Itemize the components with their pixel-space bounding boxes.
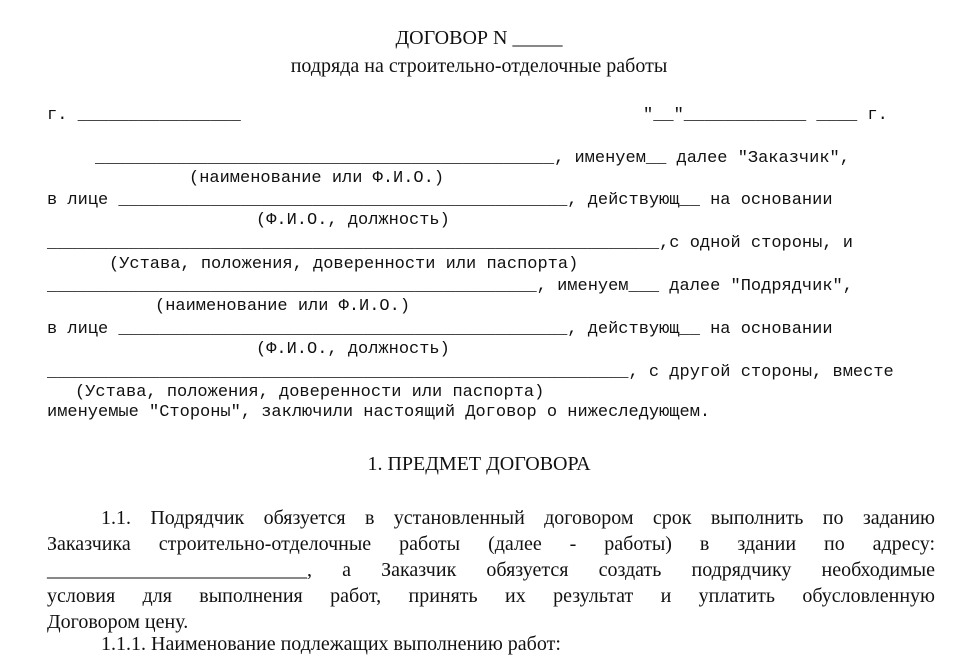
customer-basis-line: ____________________________________________________________,с одной стороны, и	[47, 234, 853, 253]
contractor-basis-hint: (Устава, положения, доверенности или паспорта)	[75, 383, 545, 402]
contractor-hint: (наименование или Ф.И.О.)	[155, 297, 411, 316]
customer-hint: (наименование или Ф.И.О.)	[189, 169, 445, 188]
clause-1-1-line: условия для выполнения работ, принять их результат и уплатить обусловленную	[47, 585, 935, 607]
parties-statement: именуемые "Стороны", заключили настоящий Договор о нижеследующем.	[47, 403, 711, 422]
contractor-line: ________________________________________________, именуем___ далее "Подрядчик",	[47, 277, 853, 296]
clause-1-1-line: Заказчика строительно-отделочные работы (далее - работы) в здании по адресу:	[47, 533, 935, 555]
customer-representative-line: в лице ____________________________________________, действующ__ на основании	[47, 191, 833, 210]
contract-subtitle: подряда на строительно-отделочные работы	[290, 55, 668, 77]
customer-line: _____________________________________________, именуем__ далее "Заказчик",	[95, 149, 850, 168]
city-field: г. ________________	[47, 106, 241, 125]
section-heading: 1. ПРЕДМЕТ ДОГОВОРА	[367, 453, 591, 475]
customer-representative-hint: (Ф.И.О., должность)	[256, 211, 450, 230]
date-field: "__"____________ ____ г.	[643, 106, 888, 125]
clause-1-1-line: Договором цену.	[47, 611, 189, 633]
clause-1-1	[47, 505, 935, 635]
clause-1-1-line: __________________________, а Заказчик обязуется создать подрядчику необходимые	[47, 559, 935, 581]
contractor-representative-line: в лице ____________________________________________, действующ__ на основании	[47, 320, 833, 339]
contractor-representative-hint: (Ф.И.О., должность)	[256, 340, 450, 359]
customer-basis-hint: (Устава, положения, доверенности или паспорта)	[109, 255, 579, 274]
clause-1-1-line: 1.1. Подрядчик обязуется в установленный договором срок выполнить по заданию	[101, 507, 935, 529]
clause-1-1-1: 1.1.1. Наименование подлежащих выполнению работ:	[101, 633, 561, 655]
contract-title: ДОГОВОР N _____	[395, 27, 563, 49]
contractor-basis-line: _________________________________________________________, с другой стороны, вместе	[47, 363, 894, 382]
